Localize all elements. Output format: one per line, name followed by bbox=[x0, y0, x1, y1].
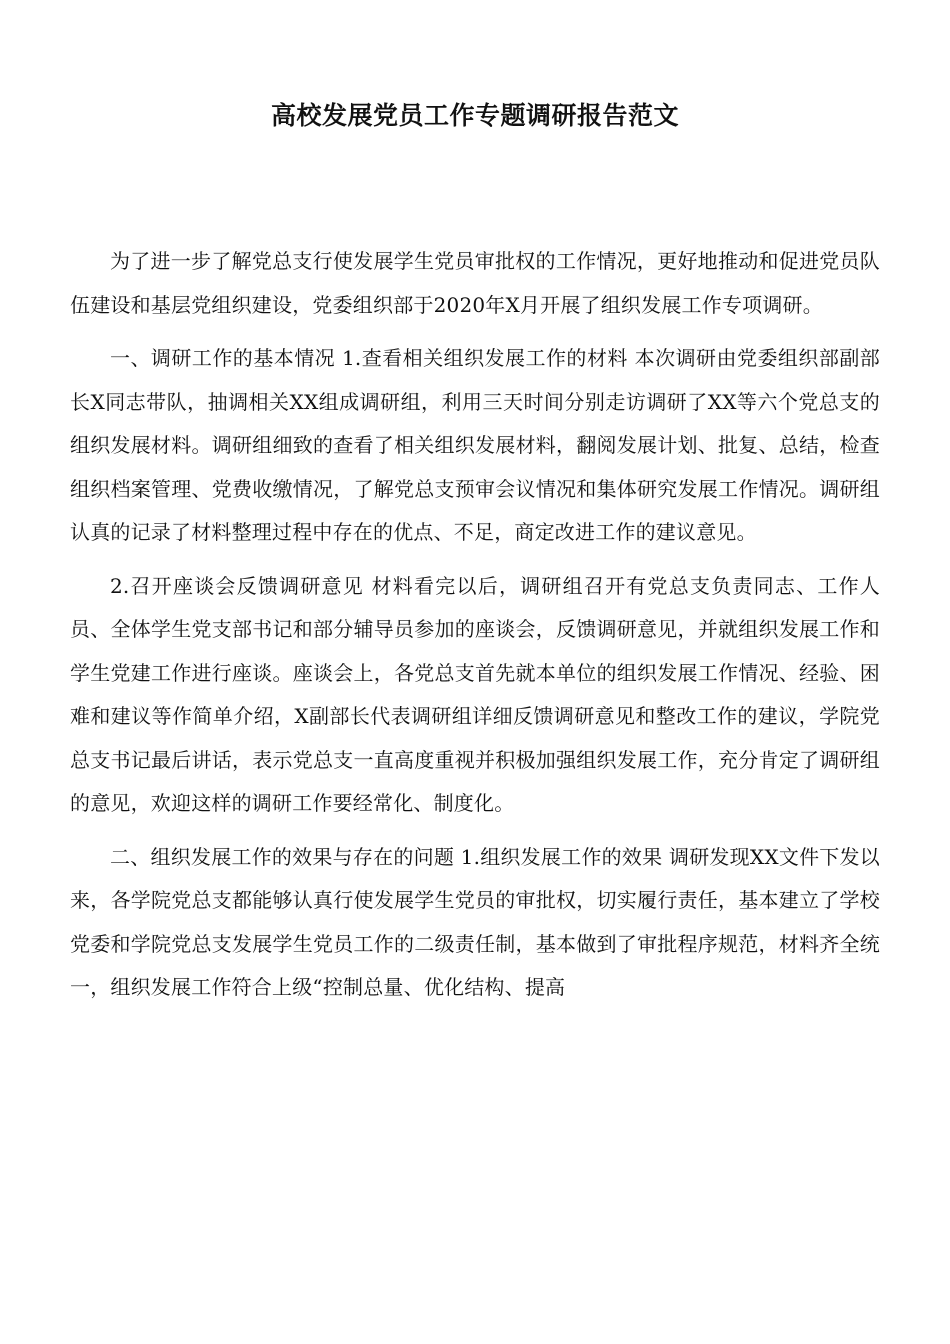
paragraph-intro: 为了进一步了解党总支行使发展学生党员审批权的工作情况，更好地推动和促进党员队伍建设和基层党组织建设，党委组织部于2020年X月开展了组织发展工作专项调研。 bbox=[70, 249, 880, 317]
document-body bbox=[70, 240, 880, 1020]
document-title: 高校发展党员工作专题调研报告范文 bbox=[270, 101, 679, 130]
paragraph-section-1: 一、调研工作的基本情况 1.查看相关组织发展工作的材料 本次调研由党委组织部副部长X同志带队，抽调相关XX组成调研组，利用三天时间分别走访调研了XX等六个党总支的组织发展材料。调研组细致的查看了相关组织发展材料，翻阅发展计划、批复、总结，检查组织档案管理、党费收缴情况，了解党总支预审会议情况和集体研究发展工作情况。调研组认真的记录了材料整理过程中存在的优点、不足，商定改进工作的建议意见。 bbox=[70, 346, 880, 544]
paragraph-section-1-2: 2.召开座谈会反馈调研意见 材料看完以后，调研组召开有党总支负责同志、工作人员、全体学生党支部书记和部分辅导员参加的座谈会，反馈调研意见，并就组织发展工作和学生党建工作进行座谈。座谈会上，各党总支首先就本单位的组织发展工作情况、经验、困难和建议等作简单介绍，X副部长代表调研组详细反馈调研意见和整改工作的建议，学院党总支书记最后讲话，表示党总支一直高度重视并积极加强组织发展工作，充分肯定了调研组的意见，欢迎这样的调研工作要经常化、制度化。 bbox=[70, 573, 880, 815]
paragraph-section-2: 二、组织发展工作的效果与存在的问题 1.组织发展工作的效果 调研发现XX文件下发以来，各学院党总支都能够认真行使发展学生党员的审批权，切实履行责任，基本建立了学校党委和学院党总支发展学生党员工作的二级责任制，基本做到了审批程序规范，材料齐全统一，组织发展工作符合上级“控制总量、优化结构、提高 bbox=[70, 844, 880, 999]
